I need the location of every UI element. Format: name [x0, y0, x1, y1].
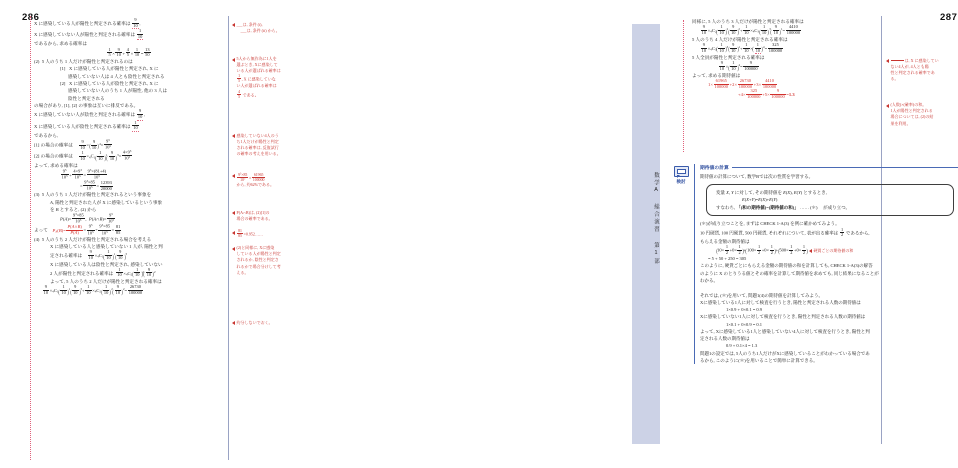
margin-note-line: れるかで場合分けして考 [236, 263, 281, 269]
formula-box-line: E(X+Y)=E(X)+E(Y) [742, 197, 778, 203]
kentou-icon-label: 検討 [676, 179, 686, 184]
kentou-side-note: 硬貨ごとの期待値の和 [809, 248, 854, 254]
kentou-line: (10× $\frac{1}{2}$ +0× $\frac{1}{2}$ )+(100× $\frac{1}{2}$ +0× $\frac{1}{2}$ )+(500× $\frac{1}{2}$ +0× $\frac{1}{2}$ ) 硬貨ごとの期待値の和 [715, 244, 854, 256]
kentou-line: もらえる金額の期待値は [700, 238, 750, 244]
margin-note [232, 133, 296, 157]
margin-note-line: している人が陽性と判定 [236, 251, 281, 257]
margin-note-line: (人数)×(確率)の和。 [890, 102, 927, 108]
margin-note [886, 58, 952, 82]
kentou-formula-box [706, 184, 954, 217]
kentou-line: Xに感染していない1人に対して検査を行うとき, 陽性と判定される人数の期待値は [700, 314, 866, 320]
margin-note [232, 229, 296, 238]
kentou-line: それでは, (＊)を用いて, 問題1(4)の期待値を計算してみよう。 [700, 292, 823, 298]
left-note-separator [228, 16, 229, 460]
margin-note-line: $\frac{9^3\times 85}{10^5}$ = $\frac{61965}{100000}$ [238, 172, 265, 182]
kentou-after-text [700, 220, 958, 364]
left-body-text: X に感染している人が陽性と判定される確率は $\frac{9}{10}$ , X に感染していない人が陽性と判定される確率は $\frac{1}{10}$ であるから, 求める確率は $\frac{1}{5}$ × $\frac{9}{10}$ + $\frac{4}{5}$ × $\frac{1}{10}$ = $\frac{13}{50}$ (2) 5 人のうち 1 人だけが陽性と判定されるのは [1] X に感染している人が陽性と判定され, X に 感染していない人は 4 人とも陰性と判定される [2] X に感染している人が陰性と判定され, X に 感染していない人のうち 1 人が陽性, 他の 3 人は 陰性と判定される の場合があり, [1], [2] の事象は互いに排反である。 X に感染していない人が陰性と判定される確率は $\frac{9}{10}$ , X に感染している人が陰性と判定される確率は $\frac{1}{10}$ であるから, [1] の場合の確率は $\frac{9}{10}$ ×( $\frac{9}{10}$ )$^4$= $\frac{9^5}{10^5}$ [2] の場合の確率は $\frac{1}{10}$ $\times_4C_1$( $\frac{1}{10}$ )$^1$( $\frac{9}{10}$ )$^3$= $\frac{4\times 9^3}{10^5}$ よって, 求める確率は $\frac{9^5}{10^5}$ + $\frac{4\times 9^3}{10^5}$ = $\frac{9^3\times(81+4)}{10^5}$ = $\frac{9^3\times 85}{10^5}$ = $\frac{12393}{20000}$ (3) 5 人のうち 1 人だけが陽性と判定されるという事象を A, 陽性と判定された人が X に感染しているという事象 を B とすると, (2) から P(A)= $\frac{9^3\times 85}{10^5}$ , P(A∩B)= $\frac{9^5}{10^5}$ よって $P_A(B)=$ $\frac{P(A\cap B)}{P(A)}$ = $\frac{9^5}{10^5}$ ÷ $\frac{9^3\times 85}{10^5}$ = $\frac{81}{85}$ (4) 5 人のうち 2 人だけが陽性と判定される場合を考える X に感染している人と感染していない 1 人が, 陽性と判 定される確率は $\frac{9}{10}$ $\times_4C_1$( $\frac{1}{10}$ )$^1$( $\frac{9}{10}$ )$^3$ X に感染している人は陰性と判定され, 感染していない 2 人が陽性と判定される確率は $\frac{1}{10}$ $\times_4C_2$( $\frac{1}{10}$ )$^2$( $\frac{9}{10}$ )$^2$ よって, 5 人のうち 2 人だけが陽性と判定される確率は $\frac{9}{10}$ $\times_4C_1$( $\frac{1}{10}$ )$^1$( $\frac{9}{10}$ )$^3$+ $\frac{1}{10}$ $\times_4C_2$( $\frac{1}{10}$ )$^2$( $\frac{9}{10}$ )$^2$= $\frac{26730}{100000}$ [34, 17, 168, 296]
kentou-section [670, 164, 958, 364]
kentou-line: よって, Xに感染している1人と感染していない4人に対して検査を行うとき, 陽性と判 [700, 328, 870, 334]
margin-note [232, 245, 296, 275]
kentou-title: 期待値の計算 [700, 166, 729, 171]
margin-note-line: $\frac{1}{5}$ , X に感染していな [238, 74, 276, 84]
margin-note-line: る。 [890, 76, 899, 82]
margin-note-line: $\frac{81}{85}$ =0.952…… [238, 229, 263, 239]
margin-note-line: 1人が陽性と判定される [890, 108, 933, 114]
margin-note [232, 173, 296, 188]
margin-note-line: は, X に感染してい [891, 58, 953, 64]
right-body-text: 同様に, 5 人のうち 3 人だけが陽性と判定される確率は $\frac{9}{10}$ $\times_4C_2$( $\frac{1}{10}$ )$^2$( $\frac{9}{10}$ )$^2$+ $\frac{1}{10}$ $\times_4C_3$( $\frac{1}{10}$ )$^3$( $\frac{9}{10}$ )$^1$= $\frac{4410}{100000}$ 5 人のうち 4 人だけが陽性と判定される確率は $\frac{9}{10}$ $\times_4C_3$( $\frac{1}{10}$ )$^3$( $\frac{9}{10}$ )$^1$+ $\frac{1}{10}$ ×( $\frac{1}{10}$ )$^4$= $\frac{325}{100000}$ 5 人全員が陽性と判定される確率は $\frac{9}{10}$ ×( $\frac{1}{10}$ )$^4$= $\frac{9}{100000}$ よって, 求める期待値は 1× $\frac{61965}{100000}$ +2× $\frac{26730}{100000}$ +3× $\frac{4410}{100000}$ +4× $\frac{325}{100000}$ +5× $\frac{9}{100000}$ =1.3 [692, 19, 804, 99]
kentou-line: 1×0.9 + 0×0.1 = 0.9 [726, 307, 763, 313]
kentou-body [694, 164, 958, 364]
kentou-line: 1×0.1 + 0×0.9 = 0.1 [726, 321, 763, 327]
margin-note [886, 102, 952, 126]
kentou-line: 0.9 + 0.1×4 = 1.3 [726, 343, 758, 349]
margin-note-line: ち1人だけが陽性と判定 [236, 138, 279, 144]
right-page-number: 287 [940, 12, 958, 23]
margin-note-line: P(A∩B)は, (2)[1]の [236, 210, 270, 216]
left-page [0, 0, 330, 468]
margin-note-line: (2)と同様に, Xに感染 [236, 245, 275, 251]
kentou-heading [700, 164, 958, 171]
kentou-line: のように X のとりうる値とその確率を計算して期待値を求めても, 同じ結果になることが [700, 270, 879, 276]
formula-box-line: 変量 X, Y に対して, その期待値を E(X), E(Y) とするとき, [716, 189, 827, 195]
kentou-line: わかる。 [700, 277, 718, 283]
margin-note-line: いる人が選ばれる確率は [236, 68, 281, 74]
speech-monitor-icon [674, 166, 689, 178]
margin-note [232, 320, 296, 326]
kentou-heading-rule [732, 167, 958, 168]
margin-note-line: されるか, 陰性と判定さ [236, 257, 279, 263]
left-margin-notes [232, 18, 296, 333]
margin-note-line: 感染していない4人のう [236, 132, 279, 138]
right-page [330, 0, 958, 468]
margin-note-line: ___は, 条件 (i), [236, 22, 263, 27]
left-red-rule [30, 16, 32, 460]
margin-note-line: 場合については, (2)の結 [890, 114, 934, 120]
section-thumb-tab-label: 数学A 総合演習 第1部 [653, 172, 659, 266]
margin-note-line: 約分しないでおく。 [236, 319, 273, 325]
kentou-line: (＊)が成り立つことを, まずは CHECK 1-A(3) を例に確かめてみよう。 [700, 221, 840, 227]
margin-note-line: 場合の確率である。 [236, 216, 273, 222]
section-thumb-tab [632, 24, 660, 444]
margin-note-line: 選ぶとき, Xに感染して [236, 62, 278, 68]
margin-note [232, 210, 296, 222]
margin-note-line: から, 約62%である。 [236, 181, 275, 187]
kentou-line: 定される人数の期待値は [700, 336, 750, 342]
margin-note-line: される確率は, 反復試行 [236, 144, 279, 150]
right-red-rule [683, 20, 685, 152]
margin-note-line: $\frac{4}{5}$ である。 [238, 89, 259, 99]
right-margin-notes [886, 18, 952, 134]
margin-note-line: ___は, 条件 (ii) から。 [240, 28, 280, 34]
margin-note-line: 性と判定される確率であ [890, 70, 935, 76]
kentou-line: 10 円硬貨, 100 円硬貨, 500 円硬貨, それぞれについて, 表が出る確率は $\frac{1}{2}$ であるから, [700, 226, 870, 238]
kentou-line: このように, 硬貨ごとにもらえる金額の期待値の和を計算しても, CHECK 1-A(3)の解答 [700, 263, 873, 269]
kentou-intro: 期待値の計算について, 数学Bでは次の性質を学習する。 [700, 173, 814, 179]
margin-note-line: 果を利用。 [890, 120, 911, 126]
margin-note [232, 22, 296, 34]
margin-note [232, 56, 296, 98]
margin-note-line: の確率の考えを用いる。 [236, 150, 281, 156]
kentou-line: Xに感染している1人に対して検査を行うとき, 陽性と判定される人数の期待値は [700, 299, 861, 305]
margin-note-line: ない4人が, 4人とも陽 [890, 64, 929, 70]
kentou-icon-group [670, 166, 692, 185]
formula-box-line: すなわち, 「(和の期待値)=(期待値の和)」 …… (＊) が成り立つ。 [716, 204, 851, 210]
margin-note-line: い人が選ばれる確率は [236, 83, 277, 89]
margin-note-line: 5人から無作為に1人を [236, 56, 277, 62]
left-page-number: 286 [22, 12, 40, 23]
kentou-line: 問題1の設定では, 5人のうち1人だけがXに感染していることがわかっている場合であ [700, 350, 870, 356]
margin-note-line: える。 [236, 269, 249, 275]
kentou-line: るから, このように(＊)を用いることで簡単に計算できる。 [700, 358, 818, 364]
kentou-line: = 5 + 50 + 250 = 305 [708, 256, 747, 262]
